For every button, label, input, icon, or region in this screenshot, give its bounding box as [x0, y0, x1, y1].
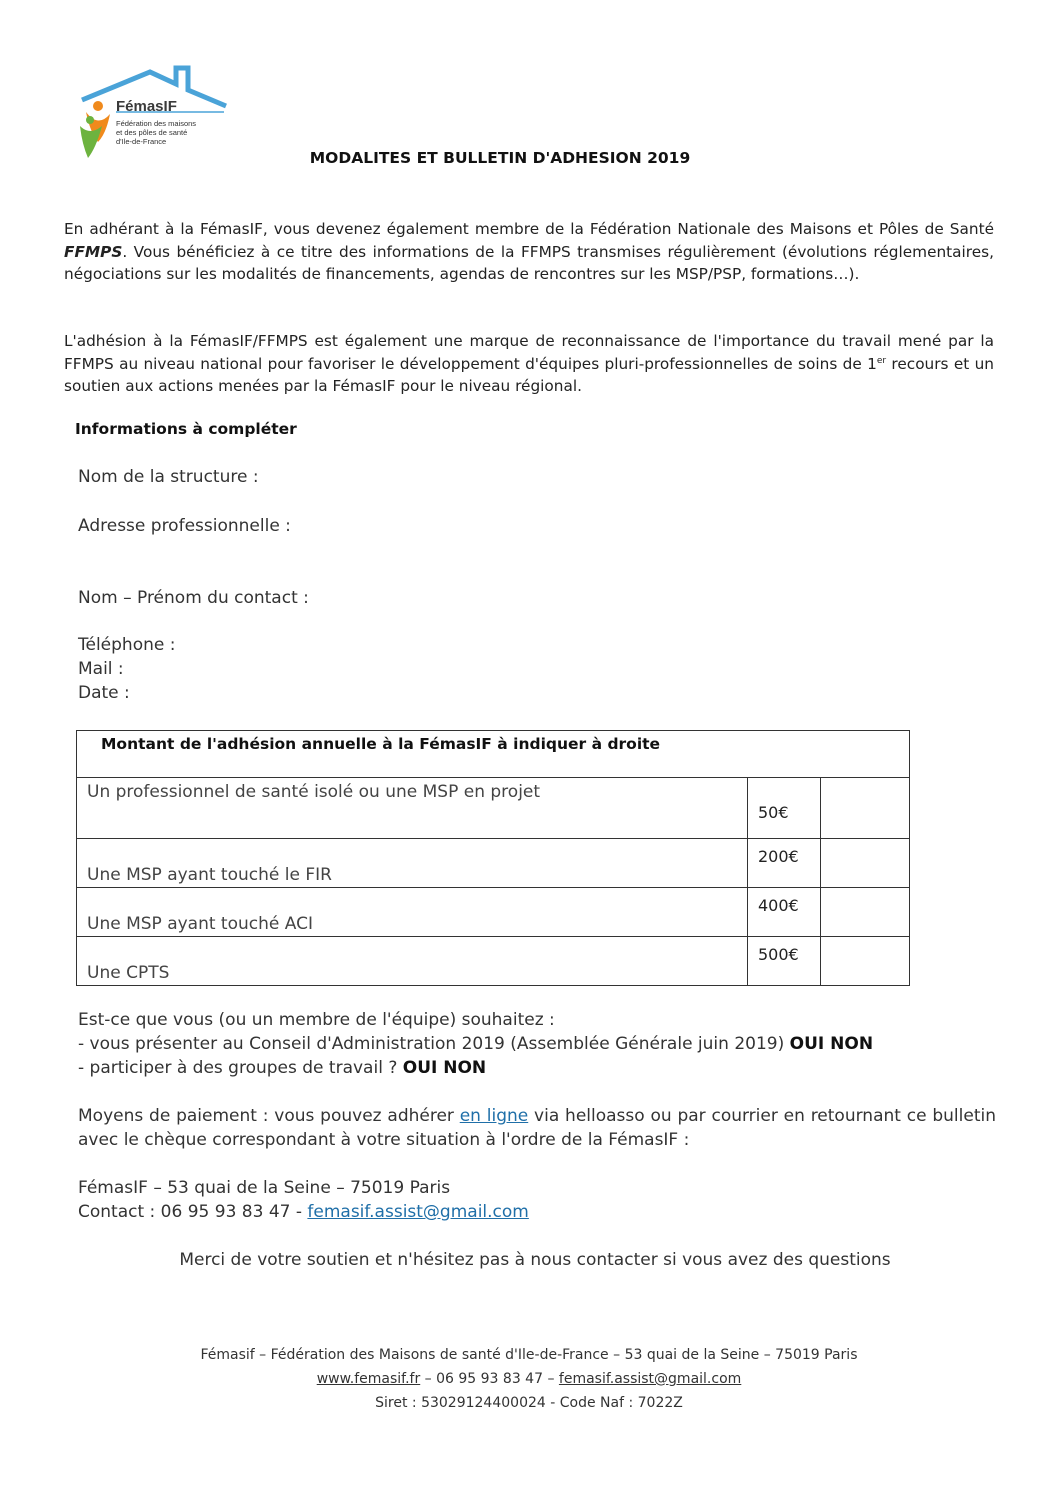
- contact-email-link[interactable]: femasif.assist@gmail.com: [307, 1202, 529, 1222]
- fee-label: Une MSP ayant touché le FIR: [77, 839, 748, 888]
- fees-table-header: Montant de l'adhésion annuelle à la FémasIF à indiquer à droite: [77, 731, 910, 778]
- date-field[interactable]: Date :: [78, 683, 130, 703]
- fee-checkbox-cell[interactable]: [821, 937, 910, 986]
- questions-intro: Est-ce que vous (ou un membre de l'équipe) souhaitez :: [78, 1010, 555, 1030]
- fee-label: Un professionnel de santé isolé ou une MSP en projet: [77, 778, 748, 839]
- question-workgroups: - participer à des groupes de travail ? OUI NON: [78, 1058, 487, 1078]
- intro-paragraph-1: En adhérant à la FémasIF, vous devenez également membre de la Fédération Nationale des Maisons et Pôles de Santé FFMPS. Vous bénéficiez à ce titre des informations de la FFMPS transmises régulièrement (évolutions réglementaires, négociations sur les modalités de financements, agendas de rencontres sur les MSP/PSP, formations…).: [64, 220, 994, 283]
- intro-paragraph-2: L'adhésion à la FémasIF/FFMPS est également une marque de reconnaissance de l'importance du travail mené par la FFMPS au niveau national pour favoriser le développement d'équipes pluri-professionnelles de soins de 1er recours et un soutien aux actions menées par la FémasIF pour le niveau régional.: [64, 332, 994, 395]
- structure-name-field[interactable]: Nom de la structure :: [78, 467, 259, 487]
- table-row: [77, 888, 910, 937]
- website-link[interactable]: www.femasif.fr: [316, 1371, 421, 1387]
- fees-table: [76, 730, 910, 986]
- payment-paragraph: Moyens de paiement : vous pouvez adhérer en ligne via helloasso ou par courrier en retournant ce bulletin avec le chèque correspondant à votre situation à l'ordre de la FémasIF :: [78, 1106, 996, 1150]
- footer-line-2: www.femasif.fr – 06 95 93 83 47 – femasif.assist@gmail.com: [316, 1371, 742, 1387]
- address-field[interactable]: Adresse professionnelle :: [78, 516, 291, 536]
- fee-amount: 50€: [748, 778, 821, 839]
- document-title: MODALITES ET BULLETIN D'ADHESION 2019: [309, 149, 691, 167]
- table-row: [77, 778, 910, 839]
- logo-name: FémasIF: [116, 98, 177, 115]
- question-workgroups-options[interactable]: OUI NON: [402, 1058, 487, 1078]
- mail-field[interactable]: Mail :: [78, 659, 124, 679]
- fee-amount: 400€: [748, 888, 821, 937]
- fee-label: Une MSP ayant touché ACI: [77, 888, 748, 937]
- logo-subtitle: Fédération des maisons et des pôles de santé d'Ile-de-France: [116, 119, 197, 146]
- fee-amount: 500€: [748, 937, 821, 986]
- telephone-field[interactable]: Téléphone :: [78, 635, 176, 655]
- fee-amount: 200€: [748, 839, 821, 888]
- fee-checkbox-cell[interactable]: [821, 888, 910, 937]
- question-board-options[interactable]: OUI NON: [789, 1034, 874, 1054]
- fee-label: Une CPTS: [77, 937, 748, 986]
- contact-name-field[interactable]: Nom – Prénom du contact :: [78, 588, 309, 608]
- footer-line-1: Fémasif – Fédération des Maisons de santé d'Ile-de-France – 53 quai de la Seine – 75019 Paris: [200, 1347, 858, 1363]
- postal-address: FémasIF – 53 quai de la Seine – 75019 Paris: [78, 1178, 451, 1198]
- table-row: [77, 839, 910, 888]
- footer-email-link[interactable]: femasif.assist@gmail.com: [558, 1371, 742, 1387]
- thanks-message: Merci de votre soutien et n'hésitez pas à nous contacter si vous avez des questions: [179, 1250, 891, 1270]
- table-row: [77, 937, 910, 986]
- contact-line: Contact : 06 95 93 83 47 - femasif.assist@gmail.com: [78, 1202, 529, 1222]
- question-board: - vous présenter au Conseil d'Administration 2019 (Assemblée Générale juin 2019) OUI NON: [78, 1034, 874, 1054]
- footer-line-3: Siret : 53029124400024 - Code Naf : 7022Z: [375, 1395, 683, 1411]
- info-heading: Informations à compléter: [75, 420, 297, 438]
- online-payment-link[interactable]: en ligne: [459, 1106, 529, 1126]
- fee-checkbox-cell[interactable]: [821, 839, 910, 888]
- fee-checkbox-cell[interactable]: [821, 778, 910, 839]
